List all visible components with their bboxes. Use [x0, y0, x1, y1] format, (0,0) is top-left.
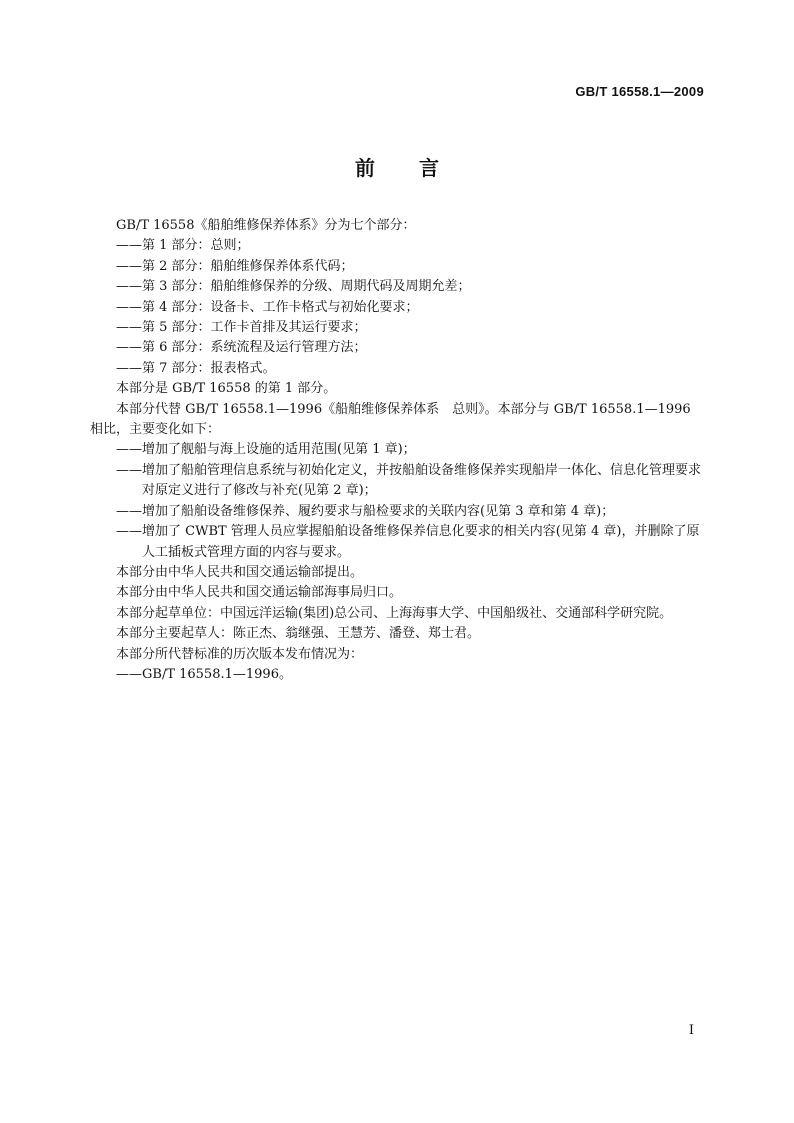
dash: ——	[116, 320, 142, 336]
intro-paragraph: GB/T 16558《船舶维修保养体系》分为七个部分：	[116, 218, 416, 233]
list-item: —— 增加了船舶管理信息系统与初始化定义，并按船舶设备维修保养实现船岸一体化、信息化管理要求对原定义进行了修改与补充(见第 2 章)；	[90, 461, 706, 502]
dash: ——	[116, 360, 142, 376]
list-item: —— 第 4 部分：设备卡、工作卡格式与初始化要求；	[90, 298, 706, 318]
replaces-paragraph-continued: 相比，主要变化如下：	[90, 422, 221, 438]
page-title: 前言	[355, 156, 483, 180]
drafters-paragraph: 本部分主要起草人：陈正杰、翁继强、王慧芳、潘登、郑士君。	[116, 626, 481, 642]
managed-by-paragraph: 本部分由中华人民共和国交通运输部海事局归口。	[116, 585, 403, 601]
dash: ——	[116, 238, 142, 254]
dash: ——	[116, 340, 142, 356]
proposed-by-paragraph: 本部分由中华人民共和国交通运输部提出。	[116, 564, 364, 580]
dash: ——	[116, 524, 142, 540]
dash: ——	[116, 299, 142, 315]
list-item: —— 增加了舰船与海上设施的适用范围(见第 1 章)；	[90, 440, 706, 460]
dash: ——	[116, 258, 142, 274]
list-item: —— GB/T 16558.1—1996。	[90, 665, 706, 685]
changes-list	[90, 440, 706, 562]
history-list	[90, 665, 706, 685]
list-item: —— 增加了 CWBT 管理人员应掌握船舶设备维修保养信息化要求的相关内容(见第 4 章)，并删除了原人工插板式管理方面的内容与要求。	[90, 522, 706, 563]
list-item: —— 第 3 部分：船舶维修保养的分级、周期代码及周期允差；	[90, 277, 706, 297]
this-part-paragraph: 本部分是 GB/T 16558 的第 1 部分。	[116, 381, 337, 397]
standard-code: GB/T 16558.1—2009	[575, 84, 704, 99]
list-item: —— 第 7 部分：报表格式。	[90, 359, 706, 379]
replaces-paragraph: 本部分代替 GB/T 16558.1—1996《船舶维修保养体系 总则》。本部分与 GB/T 16558.1—1996	[116, 401, 691, 417]
drafting-units-paragraph: 本部分起草单位：中国远洋运输(集团)总公司、上海海事大学、中国船级社、交通部科学研究院。	[116, 605, 673, 621]
history-intro-paragraph: 本部分所代替标准的历次版本发布情况为：	[116, 646, 364, 662]
foreword-body	[90, 216, 706, 685]
dash: ——	[116, 462, 142, 478]
list-item: —— 第 6 部分：系统流程及运行管理方法；	[90, 338, 706, 358]
dash: ——	[116, 279, 142, 295]
dash: ——	[116, 666, 142, 682]
parts-list	[90, 236, 706, 379]
dash: ——	[116, 503, 142, 519]
page-number: I	[688, 1023, 694, 1038]
list-item: —— 第 5 部分：工作卡首排及其运行要求；	[90, 318, 706, 338]
dash: ——	[116, 442, 142, 458]
list-item: —— 第 2 部分：船舶维修保养体系代码；	[90, 257, 706, 277]
list-item: —— 第 1 部分：总则；	[90, 236, 706, 256]
list-item: —— 增加了船舶设备维修保养、履约要求与船检要求的关联内容(见第 3 章和第 4 章)；	[90, 502, 706, 522]
